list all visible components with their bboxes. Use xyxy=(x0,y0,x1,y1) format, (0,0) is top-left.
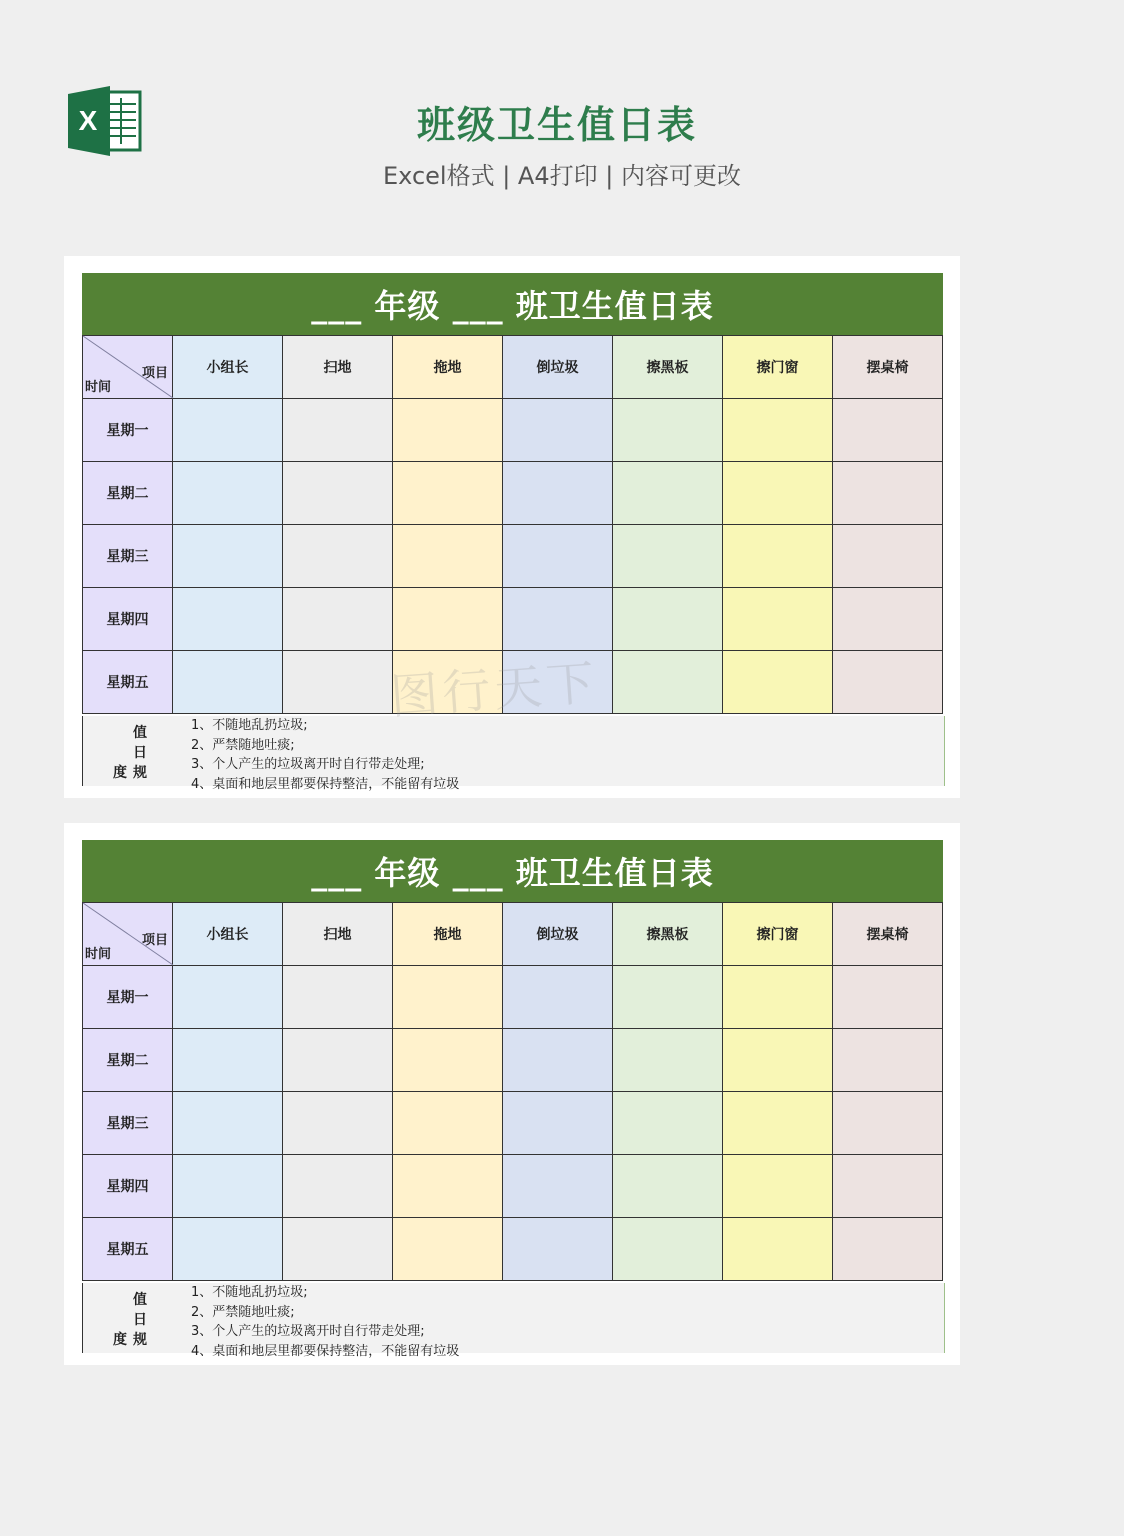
duty-cell[interactable] xyxy=(613,525,723,588)
column-header: 擦门窗 xyxy=(723,336,833,399)
rules-label-char: 度 xyxy=(113,765,127,781)
column-header: 扫地 xyxy=(283,903,393,966)
rule-item: 4、桌面和地层里都要保持整洁，不能留有垃圾 xyxy=(191,776,460,792)
duty-cell[interactable] xyxy=(393,1155,503,1218)
watermark: 图行天下 xyxy=(388,654,601,726)
row-label: 星期一 xyxy=(83,399,173,462)
rules-label-char: 日 xyxy=(133,1312,147,1328)
table-row xyxy=(83,966,943,1029)
rules-label-char: 日 xyxy=(133,745,147,761)
duty-cell[interactable] xyxy=(283,1029,393,1092)
rule-item: 3、个人产生的垃圾离开时自行带走处理; xyxy=(191,1324,425,1339)
duty-cell[interactable] xyxy=(503,1155,613,1218)
duty-sheet-preview-1 xyxy=(64,256,960,798)
duty-cell[interactable] xyxy=(393,651,503,714)
duty-cell[interactable] xyxy=(283,462,393,525)
row-label: 星期四 xyxy=(83,588,173,651)
duty-cell[interactable] xyxy=(833,966,943,1029)
header-row xyxy=(83,336,943,399)
rule-item: 2、严禁随地吐痰; xyxy=(191,1304,295,1320)
rules-label xyxy=(83,716,173,786)
duty-cell[interactable] xyxy=(833,1092,943,1155)
rules-label-char: 值 xyxy=(133,1292,147,1308)
rule-item: 4、桌面和地层里都要保持整洁，不能留有垃圾 xyxy=(191,1343,460,1359)
corner-cell xyxy=(83,903,173,966)
duty-cell[interactable] xyxy=(503,651,613,714)
table-row xyxy=(83,588,943,651)
duty-cell[interactable] xyxy=(833,1155,943,1218)
rules-label-char: 度 xyxy=(113,1332,127,1348)
duty-cell[interactable] xyxy=(173,399,283,462)
duty-cell[interactable] xyxy=(393,462,503,525)
rules-section xyxy=(82,716,945,792)
duty-cell[interactable] xyxy=(613,399,723,462)
table-row xyxy=(83,1029,943,1092)
row-label: 星期三 xyxy=(83,525,173,588)
rules-list xyxy=(191,1283,931,1361)
row-label: 星期四 xyxy=(83,1155,173,1218)
duty-sheet-preview-2 xyxy=(64,823,960,1365)
table-row xyxy=(83,399,943,462)
duty-cell[interactable] xyxy=(833,462,943,525)
duty-cell[interactable] xyxy=(613,1155,723,1218)
duty-cell[interactable] xyxy=(173,525,283,588)
duty-cell[interactable] xyxy=(503,1218,613,1281)
page-header xyxy=(0,0,1024,230)
table-row xyxy=(83,462,943,525)
duty-cell[interactable] xyxy=(283,588,393,651)
duty-cell[interactable] xyxy=(283,1155,393,1218)
duty-cell[interactable] xyxy=(723,1155,833,1218)
column-header: 小组长 xyxy=(173,336,283,399)
column-header: 擦门窗 xyxy=(723,903,833,966)
corner-cell xyxy=(83,336,173,399)
rule-item: 3、个人产生的垃圾离开时自行带走处理; xyxy=(191,757,425,772)
duty-cell[interactable] xyxy=(393,1029,503,1092)
column-header: 小组长 xyxy=(173,903,283,966)
duty-cell[interactable] xyxy=(393,1218,503,1281)
duty-cell[interactable] xyxy=(833,1218,943,1281)
duty-cell[interactable] xyxy=(503,399,613,462)
duty-cell[interactable] xyxy=(723,399,833,462)
sheet-title: ___ 年级 ___ 班卫生值日表 xyxy=(82,273,943,335)
rules-label-char: 值 xyxy=(133,725,147,741)
rules-label-char: 规 xyxy=(133,765,147,781)
duty-cell[interactable] xyxy=(283,651,393,714)
duty-cell[interactable] xyxy=(283,1218,393,1281)
duty-cell[interactable] xyxy=(283,399,393,462)
corner-item-label: 项目 xyxy=(141,933,168,948)
duty-cell[interactable] xyxy=(173,1155,283,1218)
column-header: 拖地 xyxy=(393,336,503,399)
duty-cell[interactable] xyxy=(613,462,723,525)
duty-cell[interactable] xyxy=(283,966,393,1029)
header-row xyxy=(83,903,943,966)
duty-cell[interactable] xyxy=(613,1092,723,1155)
duty-cell[interactable] xyxy=(723,1218,833,1281)
duty-cell[interactable] xyxy=(723,588,833,651)
corner-item-label: 项目 xyxy=(141,366,168,381)
table-row xyxy=(83,1092,943,1155)
duty-cell[interactable] xyxy=(613,588,723,651)
duty-cell[interactable] xyxy=(723,525,833,588)
duty-table xyxy=(82,335,943,714)
row-label: 星期二 xyxy=(83,1029,173,1092)
sheet-content xyxy=(82,840,943,1359)
duty-cell[interactable] xyxy=(173,1029,283,1092)
duty-cell[interactable] xyxy=(613,1029,723,1092)
duty-cell[interactable] xyxy=(833,525,943,588)
duty-cell[interactable] xyxy=(503,1092,613,1155)
duty-cell[interactable] xyxy=(503,588,613,651)
page-title: 班级卫生值日表 xyxy=(416,103,697,147)
row-label: 星期五 xyxy=(83,651,173,714)
row-label: 星期一 xyxy=(83,966,173,1029)
duty-cell[interactable] xyxy=(503,462,613,525)
svg-text:X: X xyxy=(78,105,98,136)
duty-cell[interactable] xyxy=(393,525,503,588)
column-header: 拖地 xyxy=(393,903,503,966)
corner-time-label: 时间 xyxy=(85,380,112,395)
duty-cell[interactable] xyxy=(393,588,503,651)
duty-table xyxy=(82,902,943,1281)
column-header: 扫地 xyxy=(283,336,393,399)
duty-cell[interactable] xyxy=(173,651,283,714)
duty-cell[interactable] xyxy=(173,462,283,525)
column-header: 擦黑板 xyxy=(613,336,723,399)
duty-cell[interactable] xyxy=(173,966,283,1029)
row-label: 星期二 xyxy=(83,462,173,525)
sheet-title: ___ 年级 ___ 班卫生值日表 xyxy=(82,840,943,902)
column-header: 倒垃圾 xyxy=(503,903,613,966)
duty-cell[interactable] xyxy=(283,1092,393,1155)
rules-list xyxy=(191,716,931,794)
duty-cell[interactable] xyxy=(833,399,943,462)
duty-cell[interactable] xyxy=(393,966,503,1029)
sheet-content xyxy=(82,273,943,792)
duty-cell[interactable] xyxy=(723,966,833,1029)
duty-cell[interactable] xyxy=(503,966,613,1029)
duty-cell[interactable] xyxy=(723,1092,833,1155)
column-header: 倒垃圾 xyxy=(503,336,613,399)
table-row xyxy=(83,1155,943,1218)
duty-cell[interactable] xyxy=(723,1029,833,1092)
duty-cell[interactable] xyxy=(173,1218,283,1281)
page-subtitle: Excel格式 | A4打印 | 内容可更改 xyxy=(383,162,741,190)
row-label: 星期三 xyxy=(83,1092,173,1155)
duty-cell[interactable] xyxy=(833,651,943,714)
duty-cell[interactable] xyxy=(723,651,833,714)
row-label: 星期五 xyxy=(83,1218,173,1281)
duty-cell[interactable] xyxy=(173,588,283,651)
rule-item: 2、严禁随地吐痰; xyxy=(191,737,295,753)
table-row xyxy=(83,1218,943,1281)
column-header: 摆桌椅 xyxy=(833,336,943,399)
duty-cell[interactable] xyxy=(503,1029,613,1092)
duty-cell[interactable] xyxy=(173,1092,283,1155)
table-row xyxy=(83,651,943,714)
duty-cell[interactable] xyxy=(393,1092,503,1155)
table-row xyxy=(83,525,943,588)
duty-cell[interactable] xyxy=(613,966,723,1029)
rules-label-char: 规 xyxy=(133,1332,147,1348)
column-header: 擦黑板 xyxy=(613,903,723,966)
rules-section xyxy=(82,1283,945,1359)
column-header: 摆桌椅 xyxy=(833,903,943,966)
duty-cell[interactable] xyxy=(393,399,503,462)
duty-cell[interactable] xyxy=(613,651,723,714)
duty-cell[interactable] xyxy=(613,1218,723,1281)
duty-cell[interactable] xyxy=(833,588,943,651)
duty-cell[interactable] xyxy=(833,1029,943,1092)
duty-cell[interactable] xyxy=(283,525,393,588)
rule-item: 1、不随地乱扔垃圾; xyxy=(191,1285,308,1300)
duty-cell[interactable] xyxy=(723,462,833,525)
duty-cell[interactable] xyxy=(503,525,613,588)
corner-time-label: 时间 xyxy=(85,947,112,962)
rule-item: 1、不随地乱扔垃圾; xyxy=(191,718,308,733)
rules-label xyxy=(83,1283,173,1353)
